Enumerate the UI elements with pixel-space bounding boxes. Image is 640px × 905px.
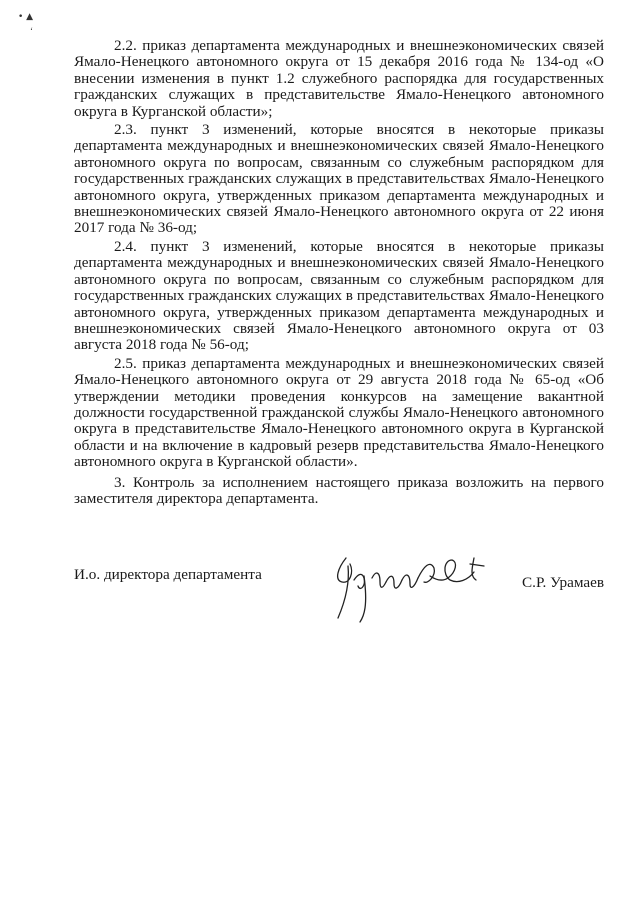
paragraph-2-3: 2.3. пункт 3 изменений, которые вносятся в некоторые приказы департамента международных и внешнеэкономических связей Ямало-Ненецкого автономного округа по вопросам, связанным со служебным распорядком для государственных гражданских служащих в представительствах Ямало-Ненецкого автономного округа, утвержденных приказом департамента международных и внешнеэкономических связей Ямало-Ненецкого автономного округа от 22 июня 2017 года № 36-од; xyxy=(74,121,604,237)
paragraph-2-4: 2.4. пункт 3 изменений, которые вносятся в некоторые приказы департамента международных и внешнеэкономических связей Ямало-Ненецкого автономного округа по вопросам, связанным со служебным распорядком для государственных гражданских служащих в представительствах Ямало-Ненецкого автономного округа, утвержденных приказом департамента международных и внешнеэкономических связей Ямало-Ненецкого автономного округа от 03 августа 2018 года № 56-од; xyxy=(74,237,604,354)
handwritten-signature xyxy=(324,546,514,626)
scan-mark-secondary: ‘ xyxy=(30,26,33,36)
paragraph-3: 3. Контроль за исполнением настоящего приказа возложить на первого заместителя директора департамента. xyxy=(74,473,604,507)
signatory-name: С.Р. Урамаев xyxy=(522,574,604,591)
signature-block xyxy=(74,560,604,620)
paragraph-2-2: 2.2. приказ департамента международных и внешнеэкономических связей Ямало-Ненецкого автономного округа от 15 декабря 2016 года № 134-од «О внесении изменения в пункт 1.2 служебного распорядка для государственных гражданских служащих в представительстве Ямало-Ненецкого автономного округа в Курганской области»; xyxy=(74,37,604,120)
signatory-title: И.о. директора департамента xyxy=(74,566,262,583)
paragraph-2-5: 2.5. приказ департамента международных и внешнеэкономических связей Ямало-Ненецкого автономного округа от 29 августа 2018 года № 65-од «Об утверждении методики проведения конкурсов на замещение вакантной должности государственной гражданской службы Ямало-Ненецкого автономного округа в представительстве Ямало-Ненецкого автономного округа в Курганской области и на включение в кадровый резерв представительства Ямало-Ненецкого автономного округа в Курганской области». xyxy=(74,354,604,471)
scan-mark: • ▲ xyxy=(18,12,34,22)
document-body xyxy=(74,38,604,509)
